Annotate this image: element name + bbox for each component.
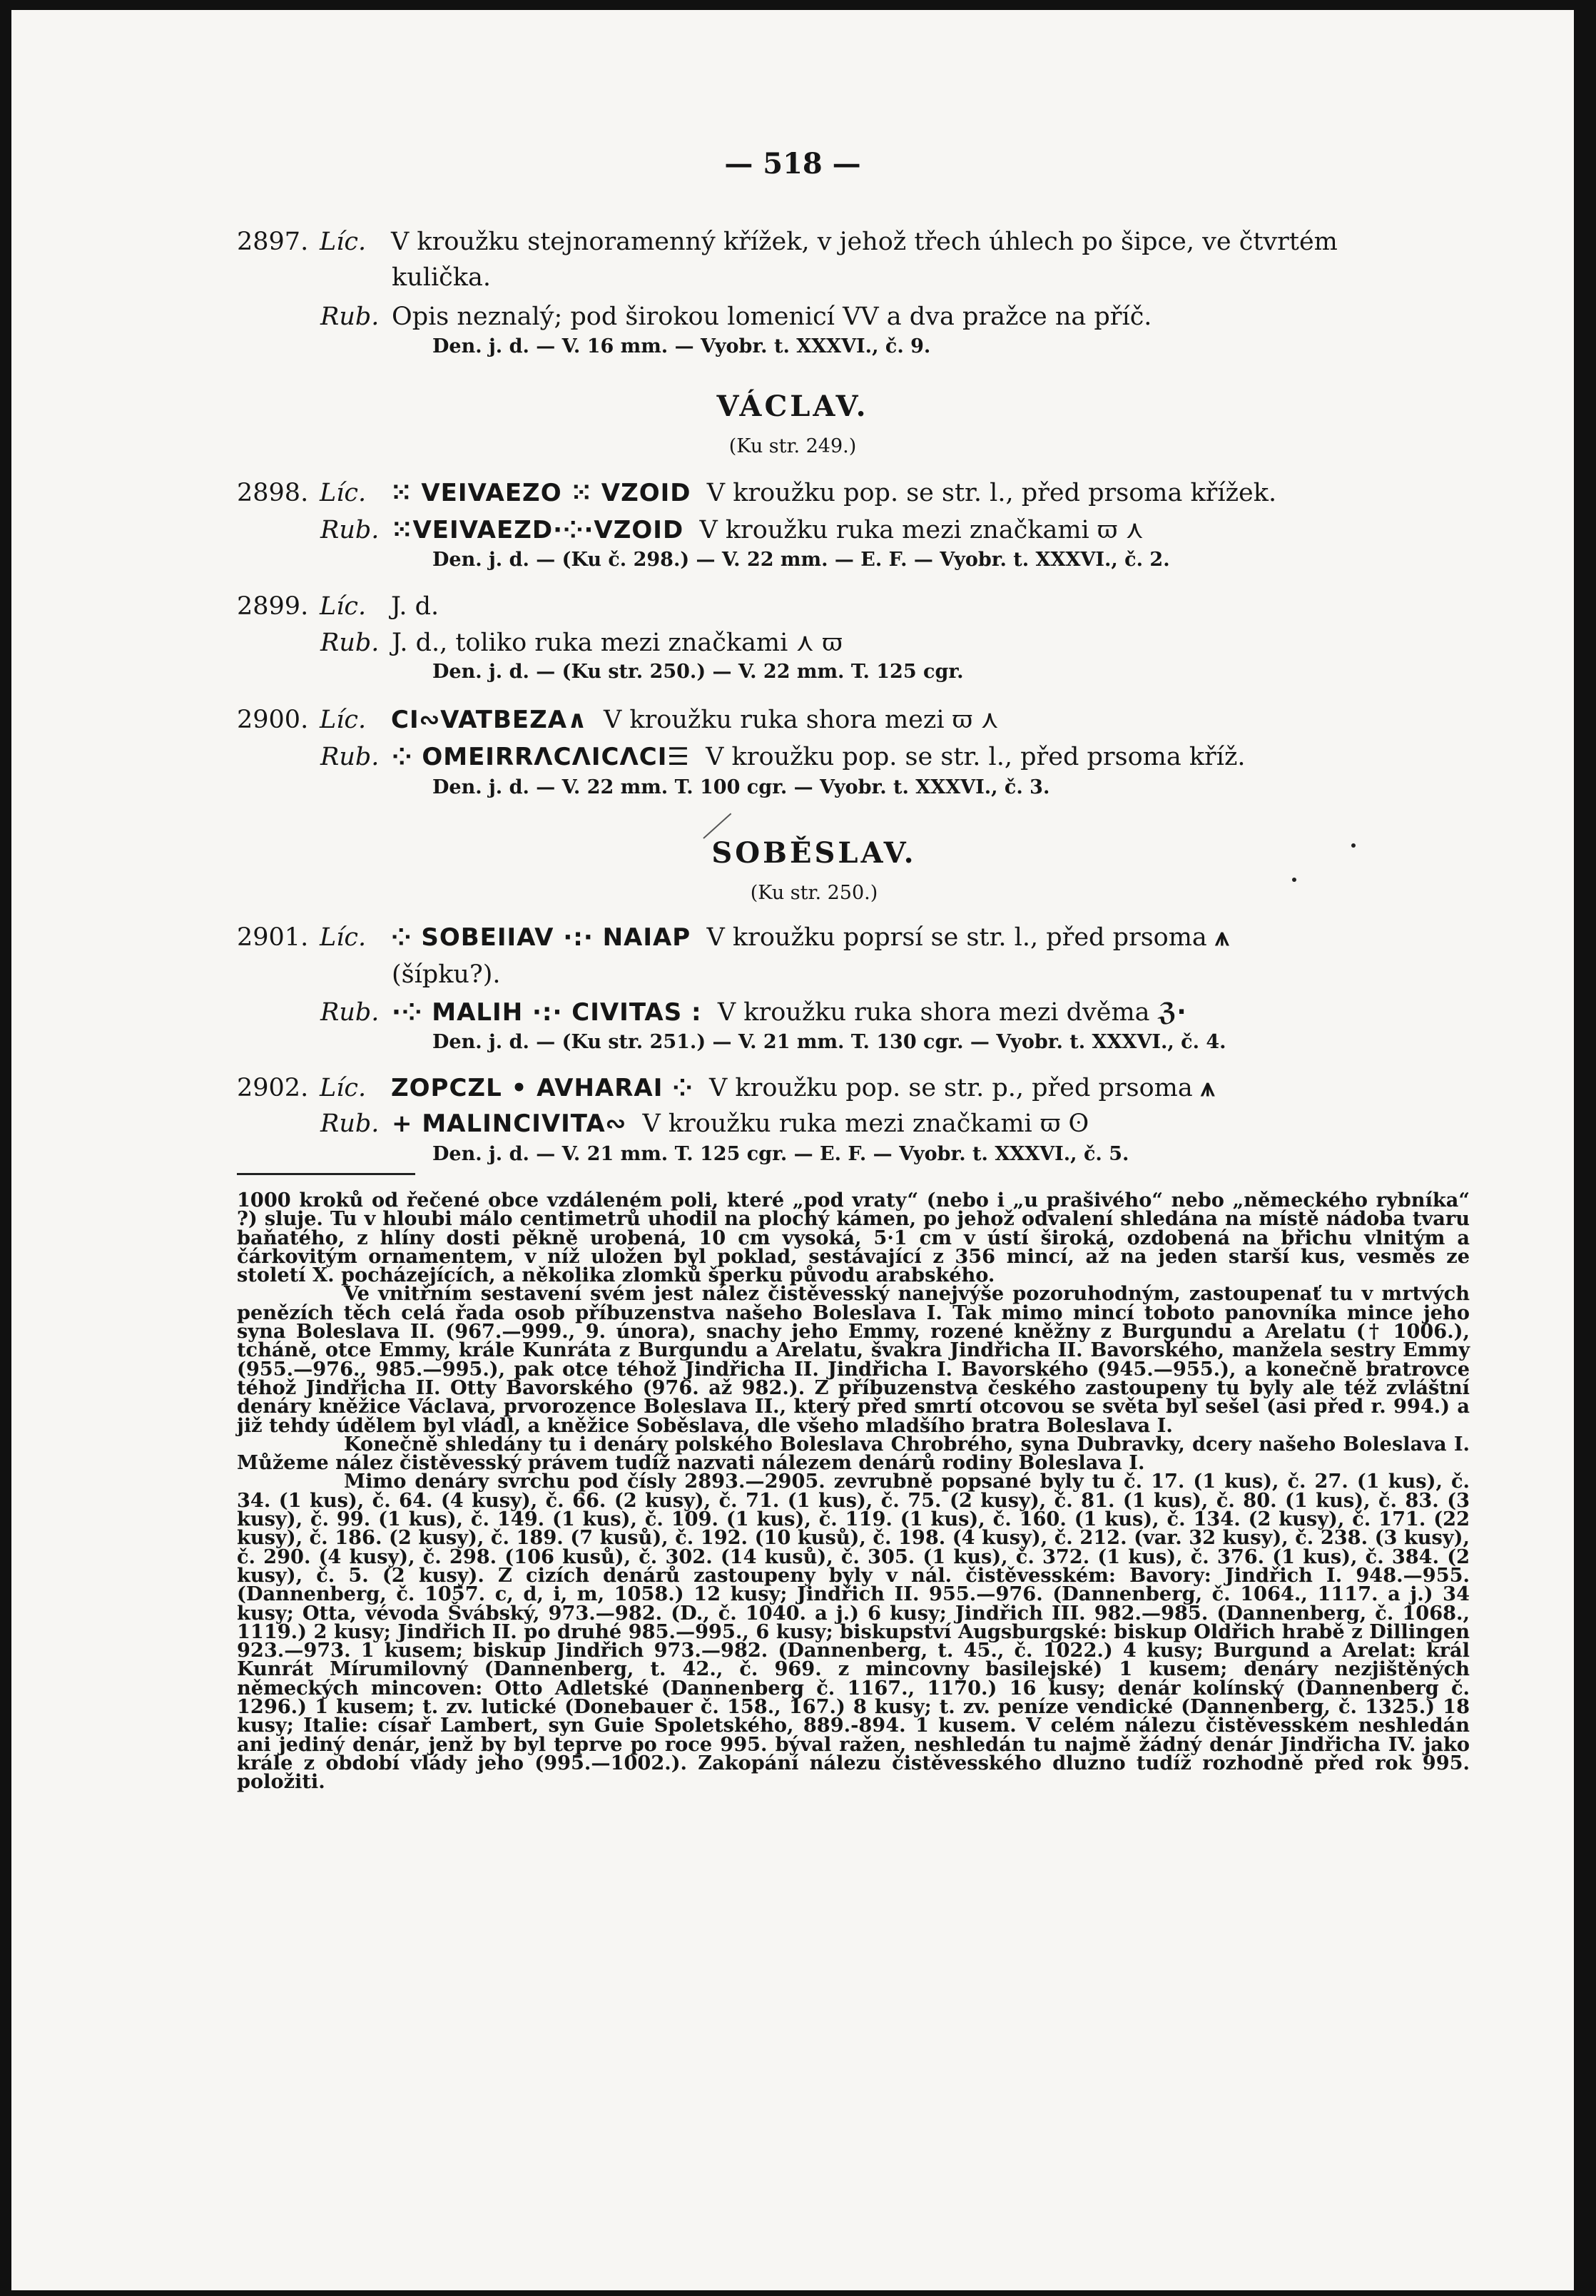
entry-2902-reverse xyxy=(320,1109,1089,1138)
reverse-label: Rub. xyxy=(320,629,380,657)
entry-2897-obverse-cont: kulička. xyxy=(392,263,491,292)
obverse-text: V kroužku pop. se str. p., před prsoma xyxy=(708,1074,1193,1102)
obverse-legend: ⁙ VEIVAEZO ⁙ VZOID xyxy=(391,479,691,507)
obverse-label: Líc. xyxy=(320,706,367,734)
pencil-mark xyxy=(703,813,731,838)
reverse-text: Opis neznalý; pod širokou lomenicí VV a dva pražce na příč. xyxy=(392,303,1152,331)
reverse-text: V kroužku pop. se str. l., před prsoma kříž. xyxy=(706,743,1246,771)
entry-number: 2901. xyxy=(237,923,309,952)
footnote-paragraph: Ve vnitřním sestavení svém jest nález čistěvesský nanejvýše pozoruhodným, zastoupenať tu v mrtvých penězích těch celá řada osob příbuzenstva našeho Boleslava I. Tak mimo mincí toboto panovníka mince jeho syna Boleslava II. (967.—999., 9. února), snachy jeho Emmy, rozené kněžny z Burgundu a Arelatu († 1006.), tcháně, otce Emmy, krále Kunráta z Burgundu a Arelatu, švakra Jindřicha II. Bavorského, manžela sestry Emmy (955.—976., 985.—995.), pak otce téhož Jindřicha II. Jindřicha I. Bavorského (945.—955.), a konečně bratrovce téhož Jindřicha II. Otty Bavorského (976. až 982.). Z příbuzenstva českého zastoupeny tu byly ale též zvláštní denáry kněžice Václava, prvorozence Boleslava II., který před smrtí otcovou se světa byl sešel (asi před r. 994.) a již tehdy údělem byl vládl, a kněžice Soběslava, dle všeho mladšího bratra Boleslava I. xyxy=(237,1282,1470,1437)
entry-2901-info: Den. j. d. — (Ku str. 251.) — V. 21 mm. T. 130 cgr. — Vyobr. t. XXXVI., č. 4. xyxy=(432,1031,1226,1053)
section-ref-vaclav: (Ku str. 249.) xyxy=(728,435,857,457)
reverse-text: J. d., toliko ruka mezi značkami ⋏ ϖ xyxy=(392,629,843,657)
obverse-legend: ⁘ SOBEIIAV ·:· NAIAP xyxy=(391,923,691,952)
reverse-label: Rub. xyxy=(320,1109,380,1138)
entry-2900-reverse xyxy=(320,745,1246,770)
reverse-legend: ⁘ OMEIRRΛCΛICΛCI☰ xyxy=(392,743,690,771)
entry-2901-reverse xyxy=(320,1000,1186,1025)
obverse-label: Líc. xyxy=(320,592,367,621)
arrow-mark-icon: ⩚ xyxy=(1200,1074,1215,1102)
obverse-label: Líc. xyxy=(320,1074,367,1102)
footnote-rule xyxy=(237,1173,415,1175)
section-title-sobeslav: SOBĚSLAV. xyxy=(711,836,917,870)
entry-2898-info: Den. j. d. — (Ku č. 298.) — V. 22 mm. — E. F. — Vyobr. t. XXXVI., č. 2. xyxy=(432,549,1170,571)
obverse-text: J. d. xyxy=(391,592,439,621)
entry-2897-obverse xyxy=(237,230,1338,255)
reverse-legend: ⁙VEIVAEZD·⁘·VZOID xyxy=(392,516,684,544)
entry-2900-info: Den. j. d. — V. 22 mm. T. 100 cgr. — Vyobr. t. XXXVI., č. 3. xyxy=(432,776,1050,798)
arrow-mark-icon: ⩚ xyxy=(1214,923,1229,952)
entry-2897-info: Den. j. d. — V. 16 mm. — Vyobr. t. XXXVI., č. 9. xyxy=(432,335,931,357)
reverse-text: V kroužku ruka shora mezi dvěma xyxy=(717,998,1150,1027)
obverse-text: V kroužku stejnoramenný křížek, v jehož třech úhlech po šipce, ve čtvrtém xyxy=(391,228,1338,256)
entry-2902-obverse xyxy=(237,1076,1215,1101)
footnote xyxy=(237,1191,1470,1792)
entry-2899-reverse xyxy=(320,631,843,656)
footnote-paragraph: 1000 kroků od řečené obce vzdáleném poli, které „pod vraty“ (nebo i „u prašivého“ nebo „německého rybníka“ ?) sluje. Tu v hloubi málo centimetrů uhodil na plochý kámen, po jehož odvalení shledána na místě nádoba tvaru baňatého, z hlíny dosti pěkně urobená, 10 cm vysoká, 5·1 cm v ústí široká, ozdobená na břichu vlnitým a čárkovitým ornamentem, v níž uložen byl poklad, sestávající z 356 mincí, až na jeden starší kus, vesměs ze století X. pocházejících, a několika zlomků šperku původu arabského. xyxy=(237,1189,1470,1287)
entry-number: 2900. xyxy=(237,706,309,734)
sign-mark-icon: ℨ· xyxy=(1157,998,1186,1027)
footnote-paragraph: Konečně shledány tu i denáry polského Boleslava Chrobrého, syna Dubravky, dcery našeho Boleslava I. Můžeme nález čistěvesský právem tudíž nazvati nálezem denárů rodiny Boleslava I. xyxy=(237,1432,1470,1475)
entry-2898-reverse xyxy=(320,518,1144,543)
entry-2901-obverse xyxy=(237,925,1229,950)
reverse-label: Rub. xyxy=(320,516,380,544)
reverse-label: Rub. xyxy=(320,998,380,1027)
entry-number: 2902. xyxy=(237,1074,309,1102)
entry-2898-obverse xyxy=(237,481,1276,506)
obverse-legend: CI∾VATBEZA∧ xyxy=(391,706,588,734)
reverse-label: Rub. xyxy=(320,743,380,771)
entry-2901-obverse-cont: (šípku?). xyxy=(392,960,501,989)
reverse-label: Rub. xyxy=(320,303,380,331)
obverse-text: V kroužku ruka shora mezi ϖ ⋏ xyxy=(603,706,999,734)
entry-number: 2897. xyxy=(237,228,309,256)
section-ref-sobeslav: (Ku str. 250.) xyxy=(750,882,878,904)
document-page xyxy=(11,10,1574,2290)
entry-number: 2899. xyxy=(237,592,309,621)
obverse-text: V kroužku poprsí se str. l., před prsoma xyxy=(706,923,1207,952)
reverse-text: V kroužku ruka mezi značkami ϖ ʘ xyxy=(642,1109,1089,1138)
entry-number: 2898. xyxy=(237,479,309,507)
obverse-label: Líc. xyxy=(320,479,367,507)
reverse-legend: ·⁘ MALIH ·:· CIVITAS : xyxy=(392,998,702,1027)
reverse-text: V kroužku ruka mezi značkami ϖ ⋏ xyxy=(699,516,1144,544)
obverse-text: V kroužku pop. se str. l., před prsoma křížek. xyxy=(706,479,1277,507)
entry-2899-info: Den. j. d. — (Ku str. 250.) — V. 22 mm. T. 125 cgr. xyxy=(432,661,964,683)
obverse-label: Líc. xyxy=(320,228,367,256)
footnote-paragraph: Mimo denáry svrchu pod čísly 2893.—2905. zevrubně popsané byly tu č. 17. (1 kus), č. 27. (1 kus), č. 34. (1 kus), č. 64. (4 kusy), č. 66. (2 kusy), č. 71. (1 kus), č. 75. (2 kusy), č. 81. (1 kus), č. 80. (1 kus), č. 83. (3 kusy), č. 99. (1 kus), č. 149. (1 kus), č. 109. (1 kus), č. 119. (1 kus), č. 160. (1 kus), č. 134. (2 kusy), č. 171. (22 kusy), č. 186. (2 kusy), č. 189. (7 kusů), č. 192. (10 kusů), č. 198. (4 kusy), č. 212. (var. 32 kusy), č. 238. (3 kusy), č. 290. (4 kusy), č. 298. (106 kusů), č. 302. (14 kusů), č. 305. (1 kus), č. 372. (1 kus), č. 376. (1 kus), č. 384. (2 kusy), č. 5. (2 kusy). Z cizích denárů zastoupeny byly v nál. čistěvesském: Bavory: Jindřich I. 948.—955. (Dannenberg, č. 1057. c, d, i, m, 1058.) 12 kusy; Jindřich II. 955.—976. (Dannenberg, č. 1064., 1117. a j.) 34 kusy; Otta, vévoda Švábský, 973.—982. (D., č. 1040. a j.) 6 kusy; Jindřich III. 982.—985. (Dannenberg, č. 1068., 1119.) 2 kusy; Jindřich II. po druhé 985.—995., 6 kusy; biskupství Augsburgské: biskup Oldřich hrabě z Dillingen 923.—973. 1 kusem; biskup Jindřich 973.—982. (Dannenberg, t. 45., č. 1022.) 4 kusy; Burgund a Arelat: král Kunrát Mírumilovný (Dannenberg, t. 42., č. 969. z mincovny basilejské) 1 kusem; denáry nezjištěných německých mincoven: Otto Adletské (Dannenberg č. 1167., 1170.) 16 kusy; denár kolínský (Dannenberg č. 1296.) 1 kusem; t. zv. lutické (Donebauer č. 158., 167.) 8 kusy; t. zv. peníze vendické (Dannenberg, č. 1325.) 18 kusy; Italie: císař Lambert, syn Guie Spoletského, 889.-894. 1 kusem. V celém nálezu čistěvesském neshledán ani jediný denár, jenž by byl teprve po roce 995. býval ražen, neshledán tu najmě žádný denár Jindřicha IV. jako krále z období vlády jeho (995.—1002.). Zakopání nálezu čistěvesského dluzno tudíž rozhodně před rok 995. položiti. xyxy=(237,1470,1470,1794)
section-title-vaclav: VÁCLAV. xyxy=(716,390,869,423)
page-number: — 518 — xyxy=(724,147,861,181)
entry-2902-info: Den. j. d. — V. 21 mm. T. 125 cgr. — E. F. — Vyobr. t. XXXVI., č. 5. xyxy=(432,1143,1129,1165)
entry-2900-obverse xyxy=(237,708,999,733)
reverse-legend: + MALINCIVITA∾ xyxy=(392,1109,627,1138)
obverse-legend: ZOPCZL • AVHARAI ⁘ xyxy=(391,1074,693,1102)
entry-2899-obverse xyxy=(237,594,439,619)
obverse-label: Líc. xyxy=(320,923,367,952)
entry-2897-reverse xyxy=(320,305,1152,330)
